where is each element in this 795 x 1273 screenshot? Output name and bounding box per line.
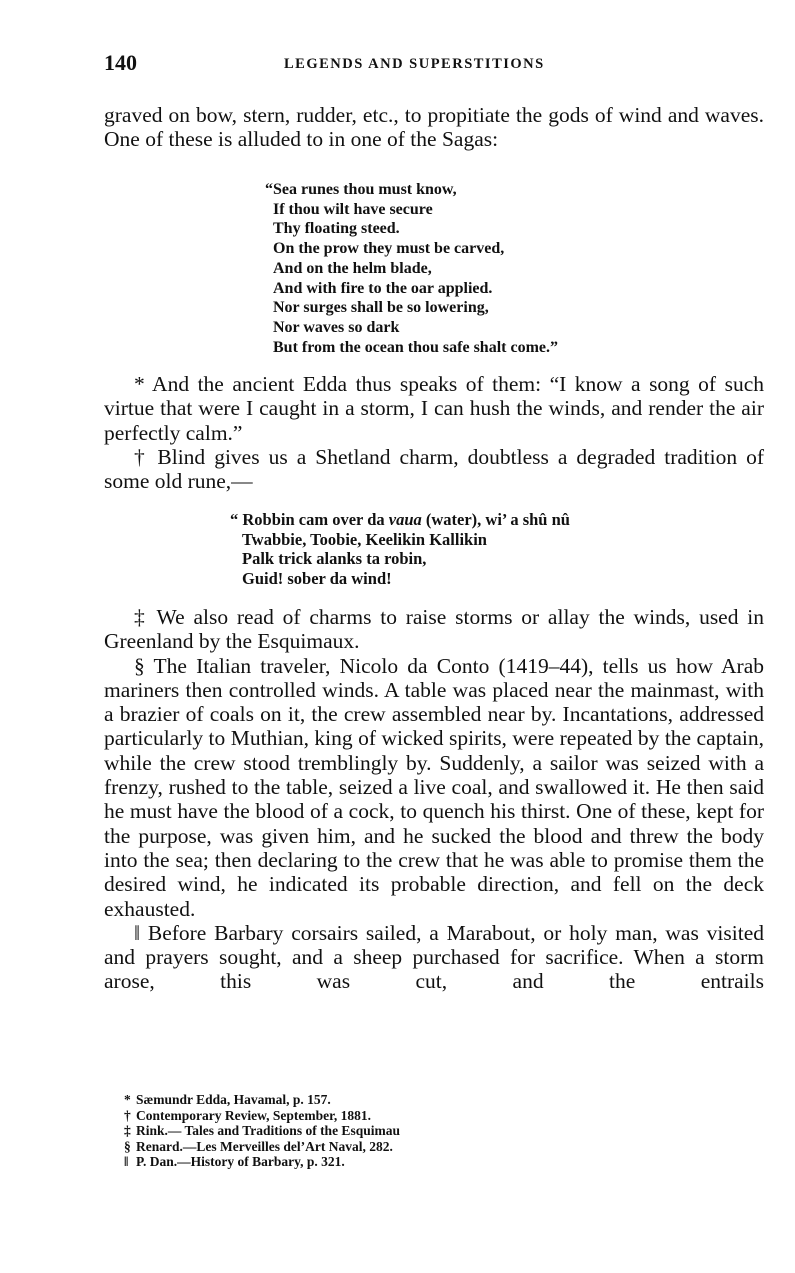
paragraph-text: * And the ancient Edda thus speaks of them: “I know a song of such virtue that were I caught in a storm, I can hush the winds, and render the air perfectly calm.”	[104, 372, 764, 445]
shetland-charm-verse	[230, 510, 570, 588]
footnote: ‡ Rink.— Tales and Traditions of the Esquimau	[124, 1123, 400, 1138]
footnotes	[124, 1092, 400, 1170]
paragraph-text: § The Italian traveler, Nicolo da Conto (1419–44), tells us how Arab mariners then controlled winds. A table was placed near the mainmast, with a brazier of coals on it, the crew assembled near by. Incantations, addressed particularly to Muthian, king of wicked spirits, were repeated by the captain, while the crew stood tremblingly by. Suddenly, a sailor was seized with a frenzy, rushed to the table, seized a live coal, and swallowed it. He then said he must have the blood of a cock, to quench his thirst. One of these, kept for the purpose, was given him, and he sucked the blood and threw the body into the sea; then declaring to the crew that he was able to promise them the desired wind, he indicated its probable direction, and fell on the deck exhausted.	[104, 653, 764, 921]
footnote: § Renard.—Les Merveilles del’Art Naval, 282.	[124, 1138, 393, 1154]
verse-line: If thou wilt have secure	[273, 200, 433, 218]
running-title: LEGENDS AND SUPERSTITIONS	[284, 56, 545, 72]
saga-verse	[265, 180, 558, 357]
page-number: 140	[104, 50, 137, 75]
verse-line: And on the helm blade,	[273, 259, 432, 277]
verse-line: Nor waves so dark	[273, 318, 400, 336]
verse-line: Nor surges shall be so lowering,	[273, 299, 489, 317]
paragraph-main	[104, 605, 764, 994]
verse-line: On the prow they must be carved,	[273, 240, 505, 258]
verse-line: “ Robbin cam over da vaua (water), wi’ a shû nû	[230, 510, 570, 529]
footnote: * Sæmundr Edda, Havamal, p. 157.	[124, 1092, 331, 1107]
paragraph-text: graved on bow, stern, rudder, etc., to propitiate the gods of wind and waves. One of these is alluded to in one of the Sagas:	[104, 103, 764, 152]
footnote: ‖ P. Dan.—History of Barbary, p. 321.	[124, 1154, 345, 1169]
paragraph-edda	[104, 372, 764, 493]
paragraph-text: † Blind gives us a Shetland charm, doubtless a degraded tradition of some old rune,—	[104, 444, 764, 494]
verse-line: Guid! sober da wind!	[242, 568, 392, 588]
running-head	[104, 50, 764, 78]
verse-line: Twabbie, Toobie, Keelikin Kallikin	[242, 529, 487, 549]
footnote: † Contemporary Review, September, 1881.	[124, 1107, 371, 1123]
paragraph-text: ‡ We also read of charms to raise storms or allay the winds, used in Greenland by the Esquimaux.	[104, 605, 764, 654]
verse-line: Thy floating steed.	[273, 220, 400, 238]
verse-line: Palk trick alanks ta robin,	[242, 549, 427, 568]
verse-line: But from the ocean thou safe shalt come.”	[273, 338, 559, 356]
paragraph-text: ‖ Before Barbary corsairs sailed, a Marabout, or holy man, was visited and prayers sought, and a sheep purchased for sacrifice. When a storm arose, this was cut, and the entrails	[104, 920, 764, 994]
verse-line: And with fire to the oar applied.	[273, 279, 493, 297]
verse-line: “Sea runes thou must know,	[265, 181, 457, 198]
paragraph-intro	[104, 103, 764, 152]
